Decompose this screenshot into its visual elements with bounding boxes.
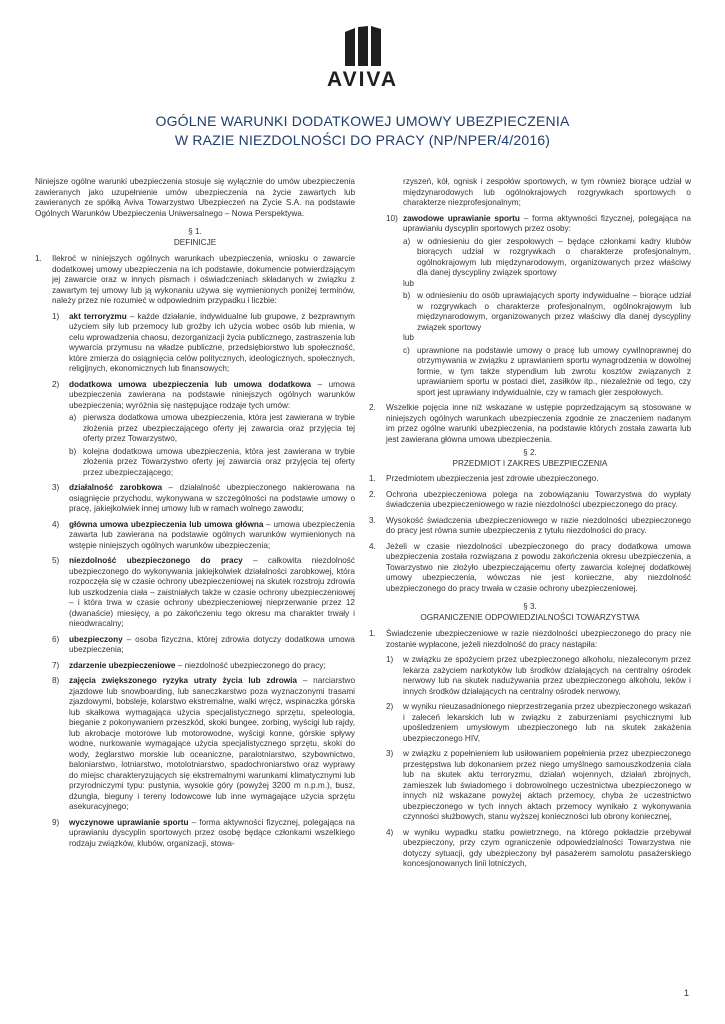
section-2-title: PRZEDMIOT I ZAKRES UBEZPIECZENIA [452,458,608,468]
definition-item [52,635,355,656]
definition-term: zajęcia zwiększonego ryzyka utraty życia lub zdrowia [69,676,297,685]
definition-term: wyczynowe uprawianie sportu [69,817,189,827]
definition-number: 2) [52,379,60,389]
section-3-title: OGRANICZENIE ODPOWIEDZIALNOŚCI TOWARZYSTWA [420,612,640,622]
subitem-text: pierwsza dodatkowa umowa ubezpieczenia, która jest zawierana w trybie złożenia przez ubezpieczającego oferty jej zawarcia oraz przyjęcia tej oferty przez Towarzystwo, [83,413,355,443]
sec2-item [369,474,691,485]
section-3-number: § 3. [523,602,537,611]
document-title [0,112,725,150]
sec1-paragraph-1-number: 1. [35,254,42,263]
definition-item [52,661,355,672]
exclusion-number: 2) [386,702,394,711]
section-2-number: § 2. [523,448,537,457]
definition-term: zdarzenie ubezpieczeniowe [69,660,176,670]
definition-number: 9) [52,817,60,827]
sec2-item-text: Jeżeli w czasie niezdolności ubezpieczonego do pracy dodatkowa umowa ubezpieczenia została rozwiązana z powodu zakończenia okresu ubezpieczenia, a Towarzystwo nie złożyło ubezpieczającemu oferty zawarcia kolejnej dodatkowej umowy ubezpieczenia, wówczas nie jest konieczne, aby niezdolność ubezpieczonego do pracy trwała w czasie ochrony ubezpieczeniowej. [386,541,691,593]
sec2-item [369,516,691,537]
right-column [369,177,691,870]
definition-subitem [403,237,691,279]
definition-term: niezdolność ubezpieczonego do pracy [69,556,243,565]
definition-text: – forma aktywności fizycznej, polegająca na uprawianiu dyscyplin sportowych przez osoby: [403,213,691,233]
exclusion-item [386,655,691,697]
lub-connector: lub [403,278,414,288]
sec3-paragraph-1-number: 1. [369,629,376,638]
sec3-paragraph-1 [369,629,691,870]
left-column [35,177,355,849]
definition-text: – osoba fizyczna, której zdrowia dotyczy dodatkowa umowa ubezpieczenia; [69,634,355,654]
exclusion-number: 1) [386,655,394,664]
definition-term: ubezpieczony [69,634,123,644]
sec1-paragraph-2-text: Wszelkie pojęcia inne niż wskazane w ustępie poprzedzającym są stosowane w niniejszych ogólnych warunkach ubezpieczenia zgodnie ze znaczeniem nadanym im przez ogólne warunki ubezpieczenia, na podstawie których została zawarta lub jest zawierana główna umowa ubezpieczenia. [386,403,691,444]
subitem-text: w odniesieniu do osób uprawiających sporty indywidualne – biorące udział w rozgrywkach o charakterze profesjonalnym, ogólnokrajowym lub międzynarodowym, organizowanych przez właściwy dla danej dyscypliny związek sportowy [417,291,691,332]
title-line-2: W RAZIE NIEZDOLNOŚCI DO PRACY (NP/NPER/4/2016) [174,132,551,148]
definition-subitem [69,447,355,479]
definition-number: 4) [52,519,60,529]
definition-text: – każde działanie, indywidualne lub grupowe, z bezprawnym użyciem siły lub przemocy lub groźby ich użycia wobec osób lub mienia, w celu wprowadzenia chaosu, dezorganizacji życia publicznego, zastraszenia lub wywarcia przymusu na władze publiczne, przedsiębiorstwo lub społeczność, które zmierza do osiągnięcia celów politycznych, ideologicznych, społecznych, religijnych, ekonomicznych lub finansowych; [69,311,355,373]
exclusion-text: w wyniku wypadku statku powietrznego, na którego pokładzie przebywał ubezpieczony, przy czym ograniczenie odpowiedzialności Towarzystwa nie dotyczy sytuacji, gdy ubezpieczony był pasażerem samolotu pasażerskiego koncesjonowanych linii lotniczych, [403,827,691,868]
page-number: 1 [683,988,689,998]
sec2-item-number: 1. [369,474,376,483]
sec2-item-number: 4. [369,541,376,551]
definition-text: – forma aktywności fizycznej, polegająca na uprawianiu dyscyplin sportowych przez osobę będące członkami wszelkiego rodzaju związków, klubów, organizacji, stowa- [69,817,355,848]
sec3-paragraph-1-text: Świadczenie ubezpieczeniowe w razie niezdolności ubezpieczonego do pracy nie zostanie wypłacone, jeżeli niezdolność do pracy nastąpiła: [386,629,691,649]
section-1-number: § 1. [188,227,202,236]
definition-term: działalność zarobkowa [69,483,162,492]
exclusion-number: 4) [386,827,394,837]
exclusion-number: 3) [386,749,394,758]
title-line-1: OGÓLNE WARUNKI DODATKOWEJ UMOWY UBEZPIECZENIA [155,113,570,129]
definition-term: dodatkowa umowa ubezpieczenia lub umowa dodatkowa [69,379,312,389]
definition-item [52,676,355,813]
definition-item [52,380,355,479]
sec1-paragraph-2 [369,403,691,445]
logo-text: AVIVA [326,68,399,91]
aviva-logo [0,26,725,92]
exclusion-item [386,749,691,823]
subitem-letter: a) [69,413,77,422]
definition-number: 8) [52,676,60,685]
definition-text: – umowa ubezpieczenia zawierana na podstawie niniejszych ogólnych warunków ubezpieczenia; wyróżnia się następujące rodzaje tych umów: [69,379,356,410]
definition-subitem [403,346,691,399]
lub-connector: lub [403,333,414,342]
definition-item [52,556,355,630]
exclusion-item [386,702,691,744]
definition-number: 5) [52,556,60,565]
sec1-paragraph-1-text: Ilekroć w niniejszych ogólnych warunkach ubezpieczenia, wniosku o zawarcie dodatkowej umowy ubezpieczenia na ich podstawie, dokumencie potwierdzającym jej zawarcie oraz w innych pismach i oświadczeniach składanych w związku z zawartym tej umowy lub ją wykonaniu używa się wymienionych poniżej terminów, należy przez nie rozumieć w odpowiednim przypadku i liczbie: [52,254,355,305]
definition-number: 1) [52,311,60,321]
definition-item [52,483,355,515]
sec2-item-number: 3. [369,515,376,525]
subitem-letter: c) [403,345,410,355]
sec1-paragraph-2-number: 2. [369,403,376,412]
subitem-letter: b) [403,291,411,300]
definition-text: – działalność ubezpieczonego nakierowana na osiągnięcie przychodu, wykonywana w szczególności na podstawie umowy o pracę, jakiejkolwiek innej umowy lub w ramach wolnego zawodu; [69,483,355,513]
definition-subitem [403,291,691,333]
subitem-text: w odniesieniu do gier zespołowych – będące członkami kadry klubów biorących udział w rozgrywkach o charakterze profesjonalnym, ogólnokrajowym lub międzynarodowym, organizowanych przez właściwy dla danej dyscypliny związek sportowy [417,236,691,277]
intro-paragraph: Niniejsze ogólne warunki ubezpieczenia stosuje się wyłącznie do umów ubezpieczenia zawieranych jako uzupełnienie umów ubezpieczenia na życie zawartych lub zawieranych ze spółką Aviva Towarzystwo Ubezpieczeń na Życie S.A. na podstawie Ogólnych Warunków Ubezpieczenia Uniwersalnego – Nowa Perspektywa. [35,177,355,218]
subitem-letter: a) [403,236,411,246]
exclusion-text: w związku z popełnieniem lub usiłowaniem popełnienia przez ubezpieczonego przestępstwa lub dokonaniem przez niego umyślnego samouszkodzenia ciała lub na skutek aktu terroryzmu, działań wojennych, działań zbrojnych, zamieszek lub świadomego i dobrowolnego uczestnictwa ubezpieczonego w innych niż wskazane powyżej aktach przemocy, chyba że uczestnictwo ubezpieczonego w tych innych aktach przemocy wynikało z wykonywania czynności służbowych, stanu wyższej konieczności lub obrony koniecznej, [403,749,691,821]
exclusion-text: w związku ze spożyciem przez ubezpieczonego alkoholu, niezaleconym przez lekarza zażyciem narkotyków lub środków działających na centralny ośrodek nerwowy lub na skutek nadużywania przez ubezpieczonego alkoholu, leków i innych środków działających na centralny ośrodek nerwowy, [403,655,691,696]
sec2-item-text: Ochrona ubezpieczeniowa polega na zobowiązaniu Towarzystwa do wypłaty świadczenia ubezpieczeniowego w razie niezdolności ubezpieczonego do pracy. [386,489,691,509]
subitem-text: kolejna dodatkowa umowa ubezpieczenia, która jest zawierana w trybie złożenia przez Towarzystwo oferty jej zawarcia oraz przyjęcia tej oferty przez ubezpieczającego; [83,446,355,477]
definition-text: – narciarstwo zjazdowe lub snowboarding, lub saneczkarstwo poza wyznaczonymi trasami zjazdowymi, bobsleje, kolarstwo ekstremalne, walki wręcz, wspinaczka górska lub skałkowa wymagająca użycia specjalistycznego sprzętu, speleologia, bieganie z pokonywaniem przeszkód, skoki bungee, zorbing, wyścigi lub rajdy, lub akrobacje motorowe lub motorowodne, wyścigi konne, górskie spływy wodne, nurkowanie wymagające użycia specjalistycznego sprzętu, skoki do wody, żeglarstwo morskie lub oceaniczne, paralotniarstwo, szybownictwo, baloniarstwo, lotniarstwo, motolotniarstwo, spadochroniarstwo oraz wyprawy do miejsc charakteryzujących się ekstremalnymi warunkami klimatycznymi lub przyrodniczymi typu: pustynia, wysokie góry (powyżej 3200 m n.p.m.), busz, dżungla, bieguny i tereny lodowcowe lub inne wymagające użycia sprzętu asekuracyjnego; [69,676,355,811]
definition-item [52,520,355,552]
definition-term: główna umowa ubezpieczenia lub umowa główna [69,519,264,529]
definition-item [369,214,691,399]
definition-item [52,818,355,850]
definition-text: – niezdolność ubezpieczonego do pracy; [175,660,326,670]
sec2-item [369,490,691,511]
sec2-item [369,542,691,595]
definition-term: zawodowe uprawianie sportu [403,213,520,223]
sec2-item-text: Wysokość świadczenia ubezpieczeniowego w razie niezdolności ubezpieczonego do pracy jest równa sumie ubezpieczenia z tytułu niezdolności do pracy. [386,515,691,535]
sec2-item-text: Przedmiotem ubezpieczenia jest zdrowie ubezpieczonego. [386,474,599,483]
subitem-text: uprawnione na podstawie umowy o pracę lub umowy cywilnoprawnej do otrzymywania w związku z uprawianiem sportu wynagrodzenia w dowolnej formie, w tym także stypendium lub zwrotu kosztów związanych z uprawianiem sportu w postaci diet, zasiłków itp., niezależnie od tego, czy sport jest uprawiany indywidualnie, czy w ramach gier zespołowych. [417,345,691,397]
definition-number: 6) [52,634,60,644]
exclusion-item [386,828,691,870]
definition-item [52,312,355,375]
definition-number: 3) [52,483,60,492]
sec2-item-number: 2. [369,489,376,499]
definition-text: – umowa ubezpieczenia zawarta lub zawierana na podstawie ogólnych warunków wymienionych na wstępie niniejszych ogólnych warunków ubezpieczenia; [69,519,355,550]
definition-number: 7) [52,660,60,670]
definition-number: 10) [386,213,398,223]
sec1-paragraph-1 [35,254,355,849]
section-1-title: DEFINICJE [173,237,217,247]
definition-9-continuation: rzyszeń, kół, ognisk i zespołów sportowych, w tym również biorące udział w międzynarodowych lub ogólnokrajowych rozgrywkach sportowych o charakterze niezprofesjonalnym; [403,177,691,207]
definition-term: akt terroryzmu [69,311,127,321]
subitem-letter: b) [69,446,77,456]
aviva-logo-icon [345,26,381,66]
definition-text: – całkowita niezdolność ubezpieczonego do wykonywania jakiejkolwiek działalności zarobkowej, która rozpoczęła się w czasie ochrony ubezpieczeniowej na skutek rozstroju zdrowia lub uszkodzenia ciała – zaistniałych także w czasie ochrony ubezpieczeniowej – i która trwa w czasie ochrony ubezpieczeniowej nieprzerwanie przez 12 (dwanaście) miesięcy, a po zakończeniu tego okresu ma charakter trwały i nieodwracalny; [69,556,355,628]
exclusion-text: w wyniku nieuzasadnionego nieprzestrzegania przez ubezpieczonego wskazań i zaleceń lekarskich lub w związku z zaburzeniami psychicznymi lub upośledzeniem umysłowym ubezpieczonego lub na skutek zakażenia ubezpieczonego HIV, [403,702,691,743]
definition-subitem [69,413,355,445]
